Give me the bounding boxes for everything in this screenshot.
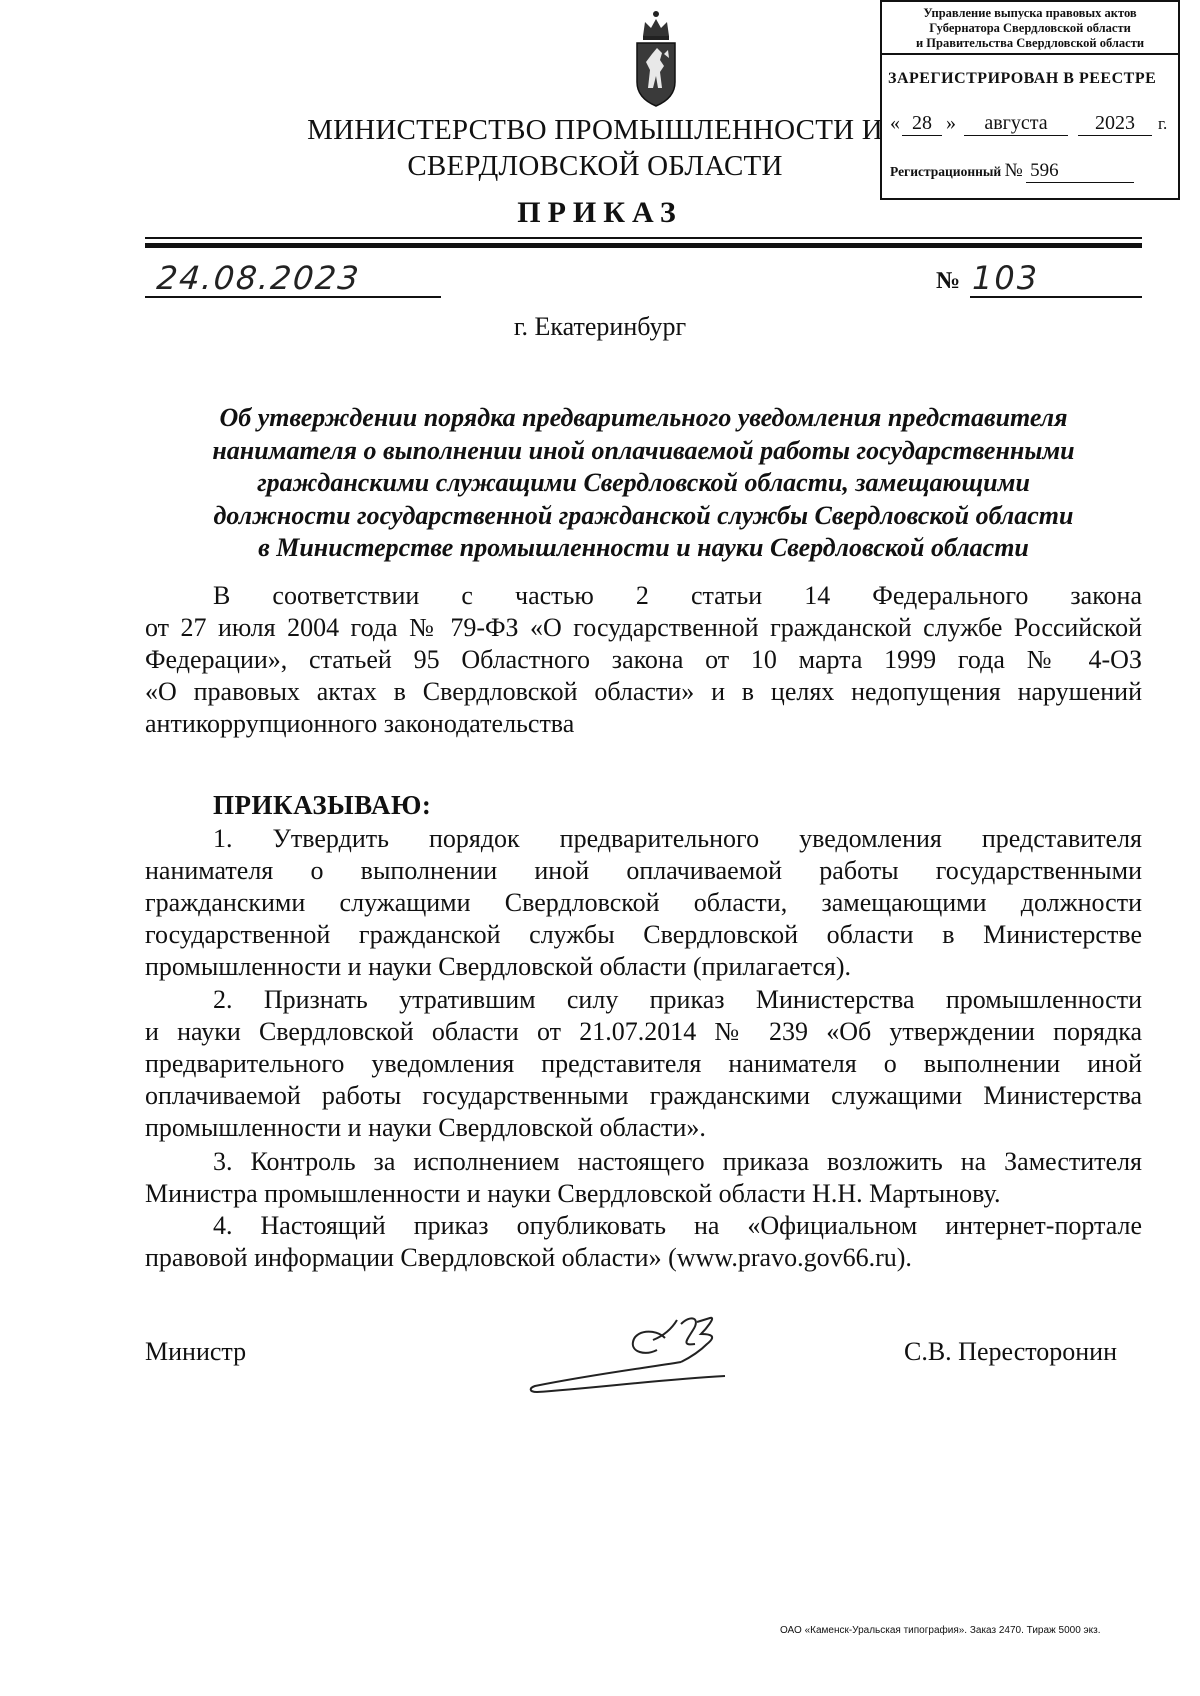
order-word: ПРИКАЗЫВАЮ: (213, 790, 432, 820)
registration-status: ЗАРЕГИСТРИРОВАН В РЕЕСТРЕ (888, 70, 1157, 87)
preamble-line: «О правовых актах в Свердловской области» и в целях недопущения нарушений (145, 677, 1142, 706)
registration-month-value: августа (984, 112, 1048, 134)
title-line: в Министерстве промышленности и науки Свердловской области (258, 533, 1029, 562)
item-line: 2. Признать утратившим силу приказ Министерства промышленности (213, 985, 1142, 1014)
order-date-field (145, 259, 441, 298)
registration-month (964, 112, 1068, 136)
preamble-line: Федерации», статьей 95 Областного закона от 10 марта 1999 года № 4-ОЗ (145, 645, 1142, 674)
quote-open: « (890, 112, 900, 134)
registration-authority (882, 2, 1178, 55)
item-line: нанимателя о выполнении иной оплачиваемой работы государственными (145, 856, 1142, 885)
quote-close: » (946, 112, 956, 134)
order-number-label: № (936, 268, 961, 294)
preamble-line: от 27 июля 2004 года № 79-ФЗ «О государственной гражданской службе Российской (145, 613, 1142, 642)
registration-authority-line: Губернатора Свердловской области (929, 21, 1131, 35)
ministry-name (300, 112, 890, 184)
order-number: 103 (972, 259, 1040, 297)
item-line: 4. Настоящий приказ опубликовать на «Официальном интернет-портале (213, 1211, 1142, 1240)
order-date: 24.08.2023 (155, 259, 363, 297)
title-line: гражданскими служащими Свердловской области, замещающими (257, 468, 1030, 497)
title-line: нанимателя о выполнении иной оплачиваемой работы государственными (212, 435, 1075, 465)
registration-year (1078, 112, 1152, 136)
order-item-3 (145, 1146, 1142, 1210)
item-line: государственной гражданской службы Свердловской области в Министерстве (145, 920, 1142, 949)
item-line: 1. Утвердить порядок предварительного уведомления представителя (213, 824, 1142, 853)
header-rule-thick (145, 243, 1142, 248)
item-line: промышленности и науки Свердловской области (прилагается). (145, 952, 852, 981)
registration-number-label: Регистрационный (890, 164, 1002, 179)
document-title (145, 402, 1142, 565)
order-item-4 (145, 1210, 1142, 1274)
item-line: правовой информации Свердловской области» (www.pravo.gov66.ru). (145, 1243, 912, 1272)
registration-year-value: 2023 (1095, 112, 1135, 134)
header-rule (145, 237, 1142, 239)
document-type: ПРИКАЗ (517, 196, 683, 229)
item-line: оплачиваемой работы государственными гражданскими служащими Министерства (145, 1081, 1142, 1110)
title-line: Об утверждении порядка предварительного уведомления представителя (219, 403, 1068, 432)
printer-imprint: ОАО «Каменск-Уральская типография». Заказ 2470. Тираж 5000 экз. (780, 1625, 1101, 1636)
item-line: Министра промышленности и науки Свердловской области Н.Н. Мартынову. (145, 1179, 1001, 1208)
registration-date (890, 112, 1178, 140)
item-line: гражданскими служащими Свердловской области, замещающими должности (145, 888, 1142, 917)
registration-stamp (880, 0, 1180, 200)
ministry-name-line: МИНИСТЕРСТВО ПРОМЫШЛЕННОСТИ И (307, 114, 883, 146)
registration-day-value: 28 (912, 112, 932, 134)
number-sign: № (1004, 160, 1023, 181)
signatory-name: С.В. Пересторонин (904, 1337, 1117, 1366)
preamble (145, 580, 1142, 740)
title-line: должности государственной гражданской службы Свердловской области (213, 500, 1074, 530)
registration-authority-line: Управление выпуска правовых актов (923, 6, 1137, 20)
city: г. Екатеринбург (513, 312, 687, 341)
coat-of-arms-icon (630, 8, 682, 108)
order-number-field (970, 259, 1142, 298)
preamble-line: В соответствии с частью 2 статьи 14 Федерального закона (213, 581, 1142, 610)
signatory-role: Министр (145, 1337, 247, 1366)
registration-number (890, 160, 1134, 183)
registration-day (902, 112, 942, 136)
registration-number-value: 596 (1026, 160, 1134, 183)
year-suffix: г. (1158, 114, 1168, 133)
item-line: 3. Контроль за исполнением настоящего приказа возложить на Заместителя (213, 1147, 1142, 1176)
item-line: и науки Свердловской области от 21.07.2014 № 239 «Об утверждении порядка (145, 1017, 1142, 1046)
preamble-line: антикоррупционного законодательства (145, 709, 575, 738)
item-line: промышленности и науки Свердловской области». (145, 1113, 706, 1142)
order-item-2 (145, 984, 1142, 1144)
ministry-name-line: СВЕРДЛОВСКОЙ ОБЛАСТИ (407, 150, 783, 182)
order-item-1 (145, 823, 1142, 983)
item-line: предварительного уведомления представителя нанимателя о выполнении иной (145, 1049, 1142, 1078)
registration-authority-line: и Правительства Свердловской области (915, 36, 1145, 50)
signature-icon (505, 1300, 775, 1410)
